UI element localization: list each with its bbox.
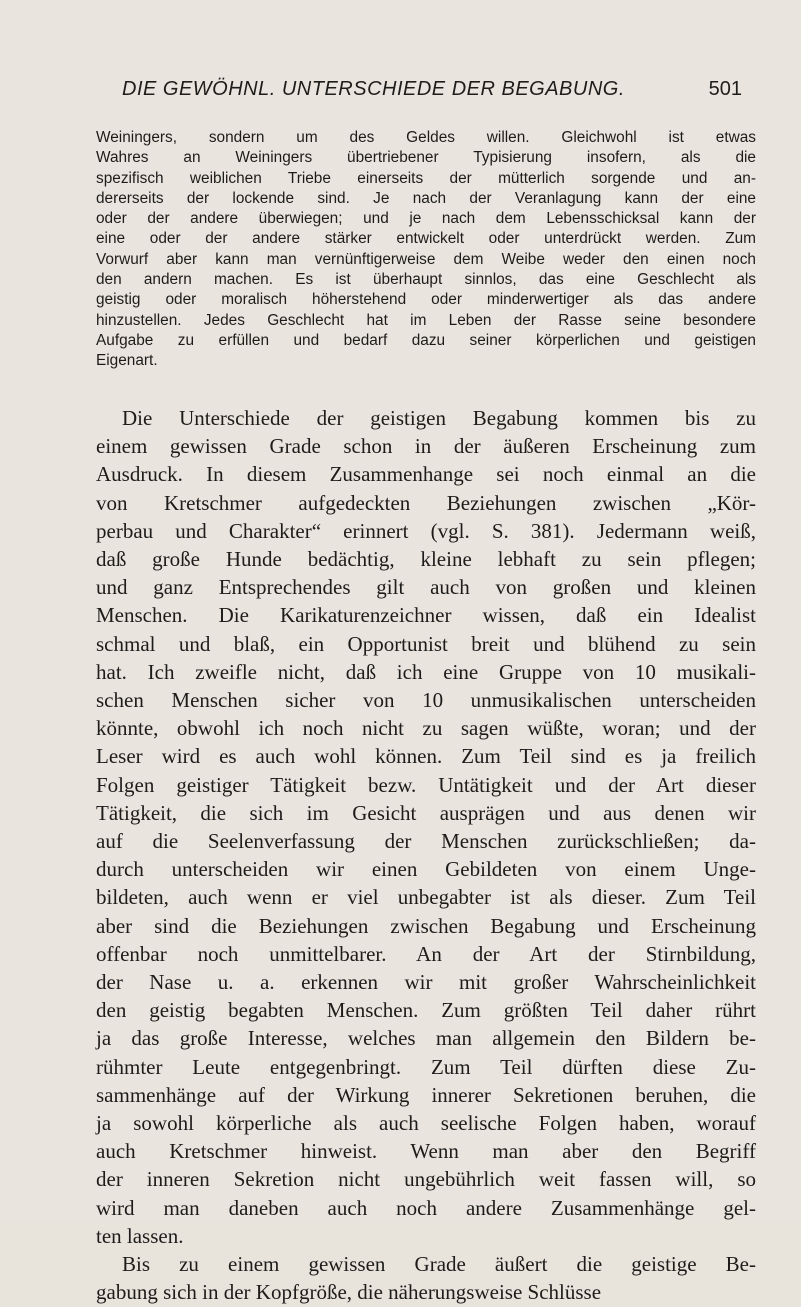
text-line: der inneren Sekretion nicht ungebührlich weit fassen will, so — [96, 1167, 756, 1192]
text-line: auch Kretschmer hinweist. Wenn man aber den Begriff — [96, 1139, 756, 1164]
text-line: Aufgabe zu erfüllen und bedarf dazu seiner körperlichen und geistigen — [96, 331, 756, 349]
text-line: durch unterscheiden wir einen Gebildeten von einem Unge- — [96, 857, 756, 882]
text-line: Eigenart. — [96, 352, 158, 370]
text-line: dererseits der lockende sind. Je nach der Veranlagung kann der eine — [96, 189, 756, 207]
text-line: oder der andere überwiegen; und je nach dem Lebensschicksal kann der — [96, 210, 756, 228]
text-line: Bis zu einem gewissen Grade äußert die geistige Be- — [122, 1252, 756, 1277]
text-line: rühmter Leute entgegenbringt. Zum Teil dürften diese Zu- — [96, 1054, 756, 1079]
text-line: Ausdruck. In diesem Zusammenhange sei noch einmal an die — [96, 462, 756, 487]
text-line: ten lassen. — [96, 1223, 184, 1248]
paragraph-2 — [96, 1250, 756, 1306]
text-line: ja das große Interesse, welches man allgemein den Bildern be- — [96, 1026, 756, 1051]
text-line: schen Menschen sicher von 10 unmusikalischen unterscheiden — [96, 688, 756, 713]
text-line: Tätigkeit, die sich im Gesicht ausprägen und aus denen wir — [96, 800, 756, 825]
text-line: sammenhänge auf der Wirkung innerer Sekretionen beruhen, die — [96, 1082, 756, 1107]
text-line: offenbar noch unmittelbarer. An der Art der Stirnbildung, — [96, 941, 756, 966]
text-line: schmal und blaß, ein Opportunist breit und blühend zu sein — [96, 631, 756, 656]
text-line: spezifisch weiblichen Triebe einerseits der mütterlich sorgende und an- — [96, 169, 756, 187]
text-line: gabung sich in der Kopfgröße, die näherungsweise Schlüsse — [96, 1280, 602, 1305]
text-line: Folgen geistiger Tätigkeit bezw. Untätigkeit und der Art dieser — [96, 772, 756, 797]
text-line: daß große Hunde bedächtig, kleine lebhaft zu sein pflegen; — [96, 547, 756, 572]
main-text — [96, 404, 756, 1307]
text-line: könnte, obwohl ich noch nicht zu sagen wüßte, woran; und der — [96, 716, 756, 741]
text-line: bildeten, auch wenn er viel unbegabter ist als dieser. Zum Teil — [96, 885, 756, 910]
text-line: aber sind die Beziehungen zwischen Begabung und Erscheinung — [96, 913, 756, 938]
text-line: hat. Ich zweifle nicht, daß ich eine Gruppe von 10 musikali- — [96, 659, 756, 684]
text-line: Leser wird es auch wohl können. Zum Teil sind es ja freilich — [96, 744, 756, 769]
text-line: auf die Seelenverfassung der Menschen zurückschließen; da- — [96, 829, 756, 854]
text-line: Vorwurf aber kann man vernünftigerweise dem Weibe weder den einen noch — [96, 250, 756, 268]
page-number: 501 — [708, 78, 742, 100]
text-line: Weiningers, sondern um des Geldes willen. Gleichwohl ist etwas — [96, 129, 756, 146]
text-line: von Kretschmer aufgedeckten Beziehungen zwischen „Kör- — [96, 490, 756, 515]
text-line: den andern machen. Es ist überhaupt sinnlos, das eine Geschlecht als — [96, 271, 756, 289]
text-line: den geistig begabten Menschen. Zum größten Teil daher rührt — [96, 998, 756, 1023]
text-line: und ganz Entsprechendes gilt auch von großen und kleinen — [96, 575, 756, 600]
text-line: der Nase u. a. erkennen wir mit großer Wahrscheinlichkeit — [96, 970, 756, 995]
text-line: ja sowohl körperliche als auch seelische Folgen haben, worauf — [96, 1111, 756, 1136]
running-header — [122, 78, 742, 101]
text-line: wird man daneben auch noch andere Zusammenhänge gel- — [96, 1195, 756, 1220]
text-line: Menschen. Die Karikaturenzeichner wissen, daß ein Idealist — [96, 603, 756, 628]
text-line: Die Unterschiede der geistigen Begabung kommen bis zu — [122, 406, 756, 430]
text-line: geistig oder moralisch höherstehend oder minderwertiger als das andere — [96, 291, 756, 309]
chapter-title: DIE GEWÖHNL. UNTERSCHIEDE DER BEGABUNG. — [122, 78, 625, 100]
text-line: eine oder der andere stärker entwickelt oder unterdrückt werden. Zum — [96, 230, 756, 248]
text-line: Wahres an Weiningers übertriebener Typisierung insofern, als die — [96, 149, 756, 167]
paragraph-1 — [96, 404, 756, 1250]
text-line: einem gewissen Grade schon in der äußeren Erscheinung zum — [96, 434, 756, 459]
small-print-paragraph — [96, 128, 756, 372]
text-line: perbau und Charakter“ erinnert (vgl. S. 381). Jedermann weiß, — [96, 518, 756, 543]
text-line: hinzustellen. Jedes Geschlecht hat im Leben der Rasse seine besondere — [96, 311, 756, 329]
